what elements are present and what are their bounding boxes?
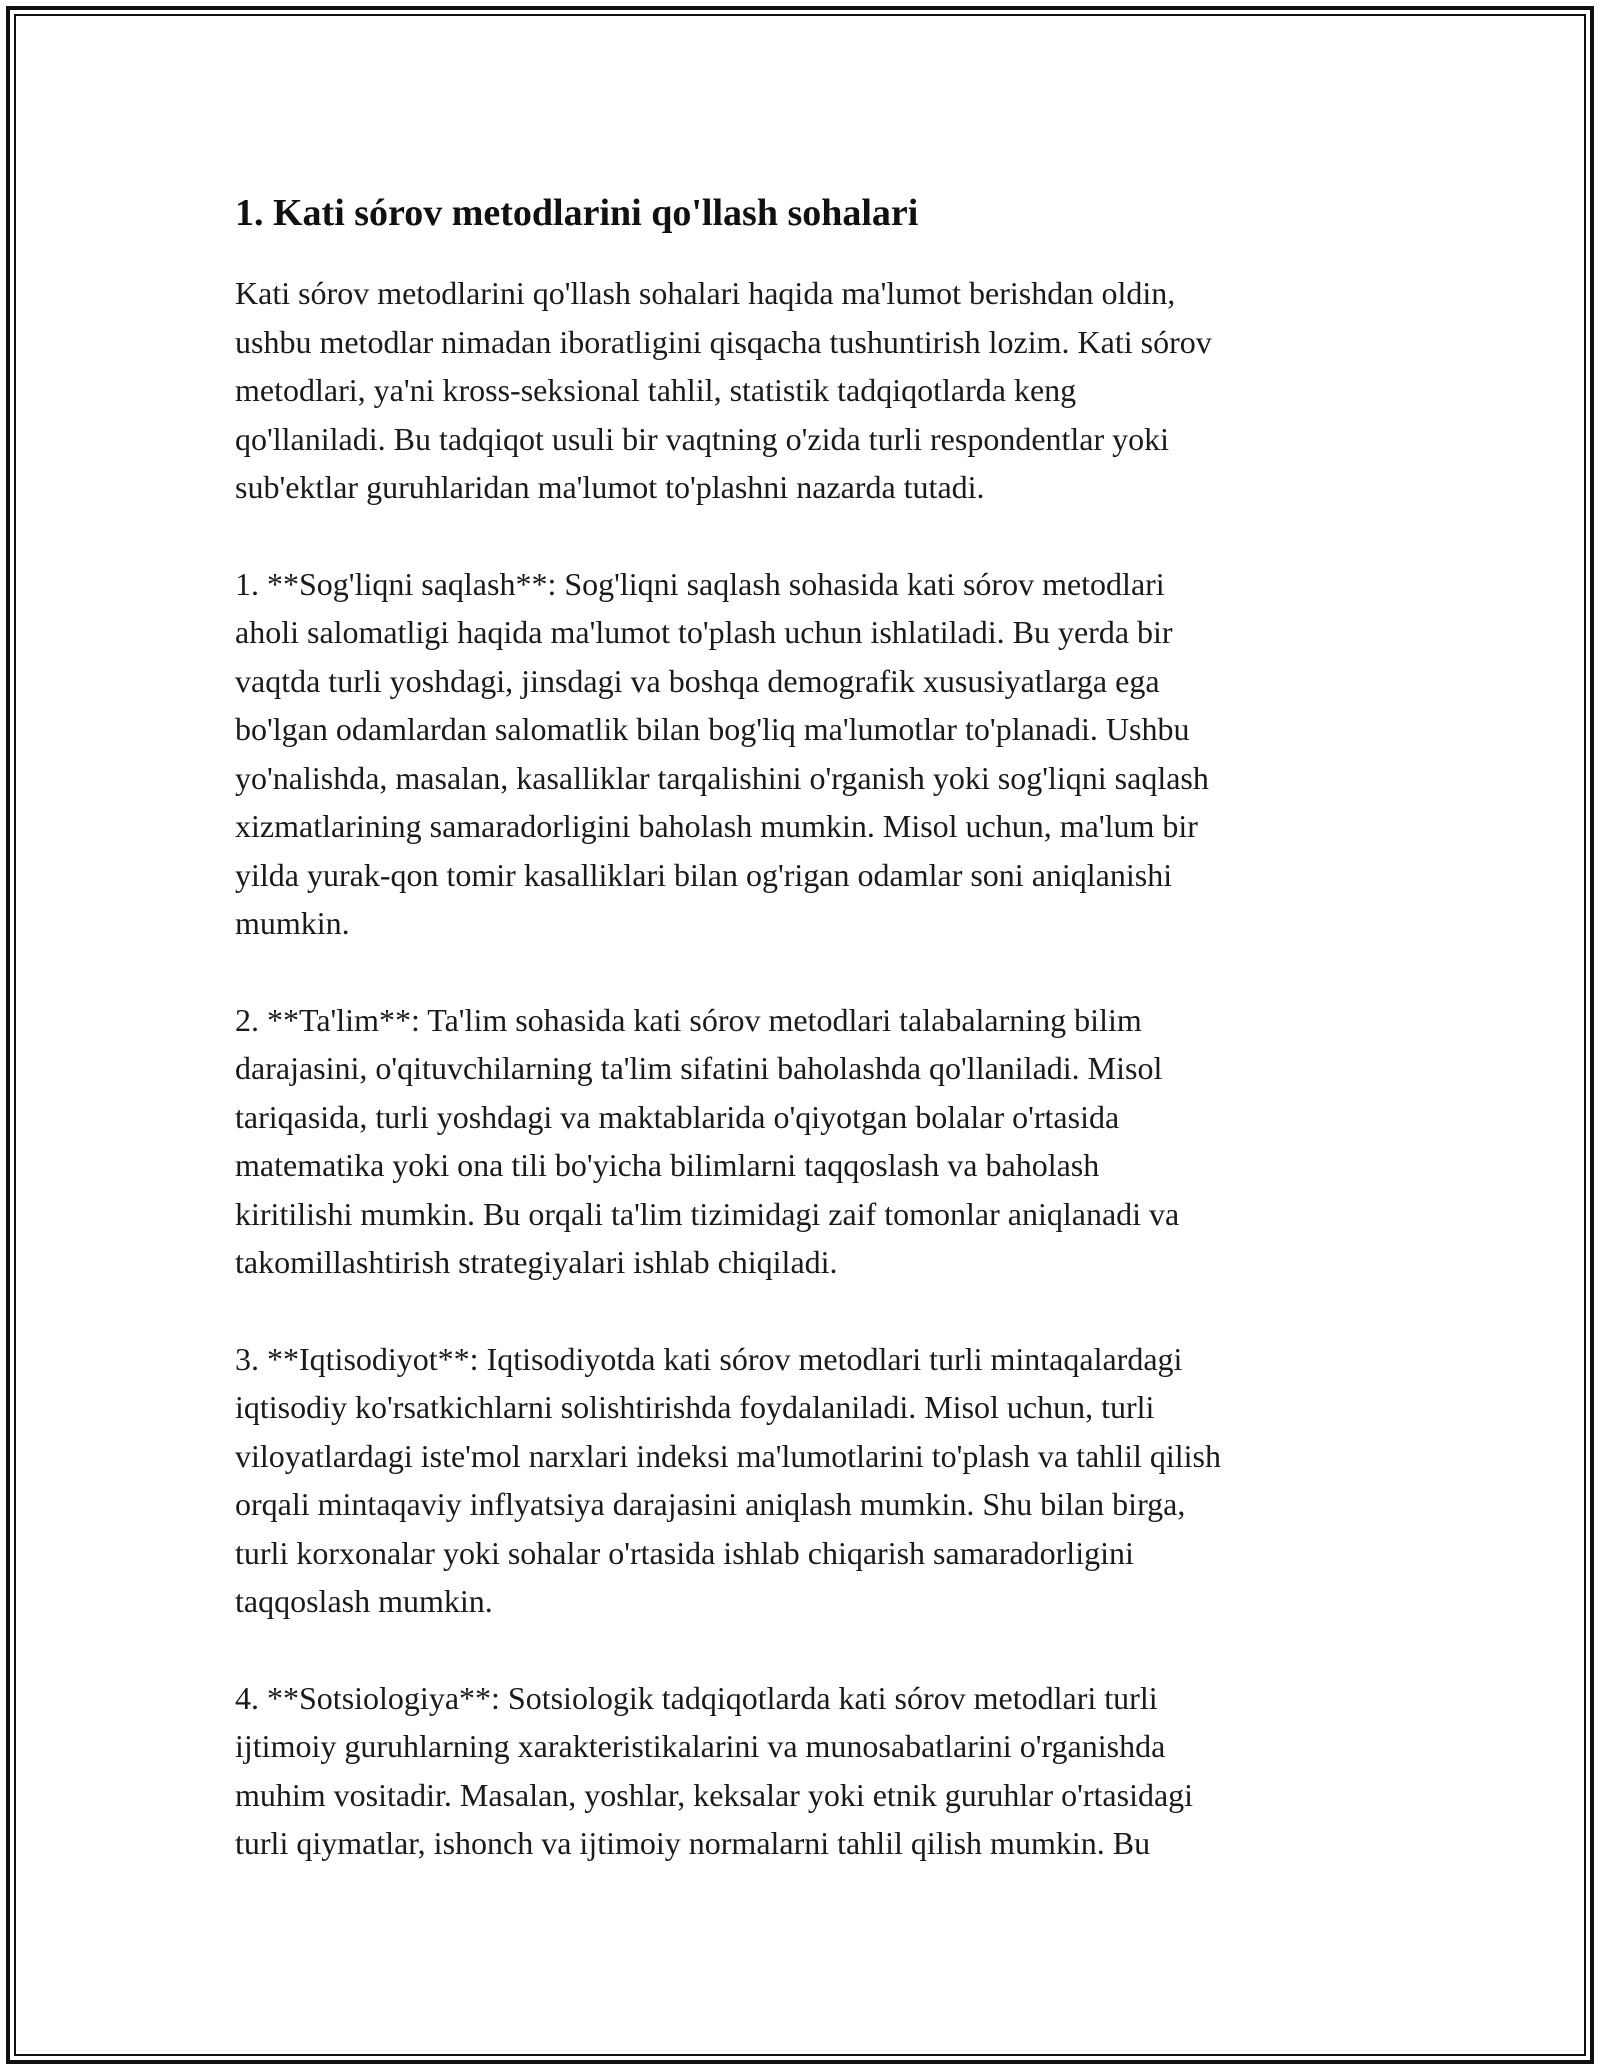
section-heading: 1. Kati sórov metodlarini qo'llash sohalari [235,192,919,234]
paragraph-economy: 3. **Iqtisodiyot**: Iqtisodiyotda kati sórov metodlari turli mintaqalardagi iqtisodiy ko'rsatkichlarni solishtirishda foydalaniladi. Misol uchun, turli viloyatlardagi iste'mol narxlari indeksi ma'lumotlarini to'plash va tahlil qilish orqali mintaqaviy inflyatsiya darajasini aniqlash mumkin. Shu bilan birga, turli korxonalar yoki sohalar o'rtasida ishlab chiqarish samaradorligini taqqoslash mumkin. [235,1340,1221,1619]
paragraph-health: 1. **Sog'liqni saqlash**: Sog'liqni saqlash sohasida kati sórov metodlari aholi salomatligi haqida ma'lumot to'plash uchun ishlatiladi. Bu yerda bir vaqtda turli yoshdagi, jinsdagi va boshqa demografik xususiyatlarga ega bo'lgan odamlardan salomatlik bilan bog'liq ma'lumotlar to'planadi. Ushbu yo'nalishda, masalan, kasalliklar tarqalishini o'rganish yoki sog'liqni saqlash xizmatlarining samaradorligini baholash mumkin. Misol uchun, ma'lum bir yilda yurak-qon tomir kasalliklari bilan og'rigan odamlar soni aniqlanishi mumkin. [235,565,1209,941]
paragraph-education: 2. **Ta'lim**: Ta'lim sohasida kati sórov metodlari talabalarning bilim darajasini, o'qituvchilarning ta'lim sifatini baholashda qo'llaniladi. Misol tariqasida, turli yoshdagi va maktablarida o'qiyotgan bolalar o'rtasida matematika yoki ona tili bo'yicha bilimlarni taqqoslash va baholash kiritilishi mumkin. Bu orqali ta'lim tizimidagi zaif tomonlar aniqlanadi va takomillashtirish strategiyalari ishlab chiqiladi. [235,1001,1180,1280]
intro-paragraph: Kati sórov metodlarini qo'llash sohalari haqida ma'lumot berishdan oldin, ushbu metodlar nimadan iboratligini qisqacha tushuntirish lozim. Kati sórov metodlari, ya'ni kross-seksional tahlil, statistik tadqiqotlarda keng qo'llaniladi. Bu tadqiqot usuli bir vaqtning o'zida turli respondentlar yoki sub'ektlar guruhlaridan ma'lumot to'plashni nazarda tutadi. [235,275,1212,505]
paragraph-sociology: 4. **Sotsiologiya**: Sotsiologik tadqiqotlarda kati sórov metodlari turli ijtimoiy guruhlarning xarakteristikalarini va munosabatlarini o'rganishda muhim vositadir. Masalan, yoshlar, keksalar yoki etnik guruhlar o'rtasidagi turli qiymatlar, ishonch va ijtimoiy normalarni tahlil qilish mumkin. Bu [235,1679,1194,1861]
document-body [235,185,1375,1916]
